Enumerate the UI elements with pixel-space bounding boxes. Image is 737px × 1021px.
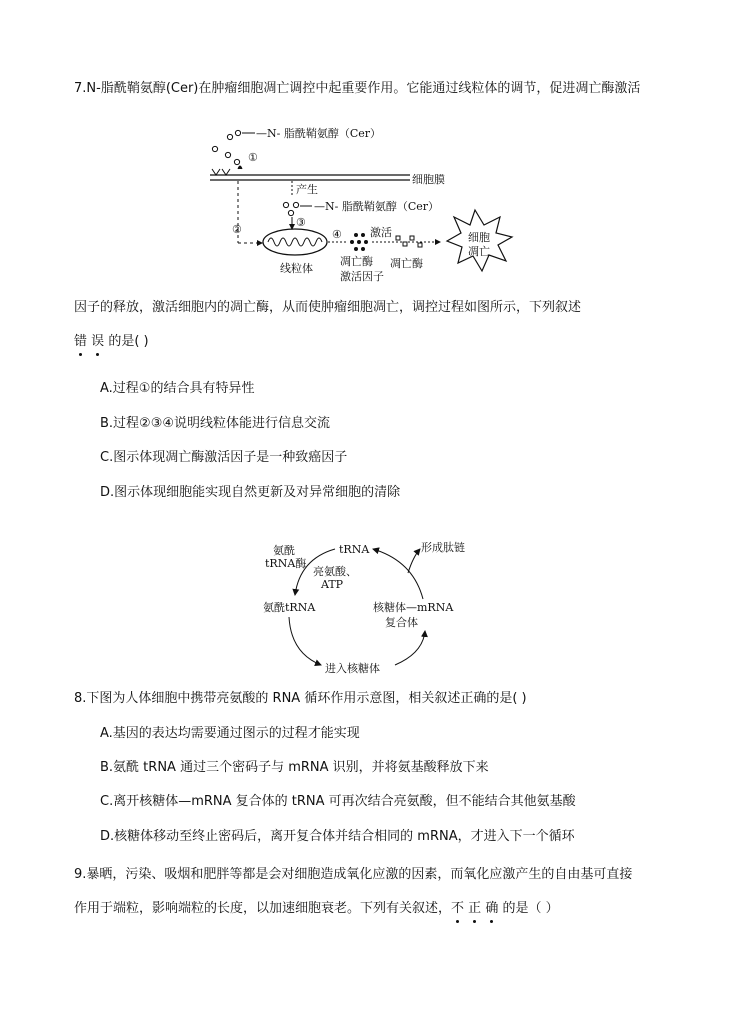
- q8-trna-cycle-diagram: [255, 535, 505, 685]
- apoptase-label: 凋亡酶: [340, 255, 373, 268]
- enter-ribosome-label: 进入核糖体: [325, 662, 380, 675]
- q7-option-d: D.图示体现细胞能实现自然更新及对异常细胞的清除: [100, 485, 401, 500]
- produce-label: 产生: [296, 183, 318, 196]
- aminoacyl-trna-label: 氨酰tRNA: [263, 601, 316, 614]
- peptide-label: 形成肽链: [421, 541, 465, 554]
- activator-dots: [350, 233, 368, 251]
- q7-emph-1: 错: [74, 334, 88, 349]
- cer-label-mid: —N- 脂酰鞘氨醇（Cer）: [314, 200, 440, 213]
- q7-emph-2: 误: [91, 334, 105, 349]
- receptor-icons: [212, 169, 230, 175]
- apoptase2-label: 凋亡酶: [390, 257, 423, 270]
- q8-option-b: B.氨酰 tRNA 通过三个密码子与 mRNA 识别，并将氨基酸释放下来: [100, 760, 489, 775]
- q9-emph-1: 不: [451, 901, 465, 916]
- activator-label: 激活因子: [340, 270, 384, 283]
- apoptosis-label-1: 细胞: [468, 231, 490, 244]
- step1-label: ①: [248, 151, 258, 164]
- cer-molecules-top: [212, 130, 240, 164]
- membrane-label: 细胞膜: [412, 173, 445, 186]
- q7-stem-line2: 因子的释放，激活细胞内的凋亡酶，从而使肿瘤细胞凋亡，调控过程如图所示，下列叙述: [74, 300, 582, 315]
- q9-stem-line1: 9.暴晒，污染、吸烟和肥胖等都是会对细胞造成氧化应激的因素，而氧化应激产生的自由基可直接: [74, 867, 633, 882]
- activate-label: 激活: [370, 226, 392, 239]
- q9-emph-3: 确: [485, 901, 499, 916]
- step2-label: ②: [232, 223, 242, 236]
- trna-label: tRNA: [339, 543, 370, 556]
- q7-option-b: B.过程②③④说明线粒体能进行信息交流: [100, 416, 331, 431]
- q7-stem-line3: [74, 333, 149, 351]
- q8-option-a: A.基因的表达均需要通过图示的过程才能实现: [100, 726, 360, 741]
- q9-stem-line2: [74, 900, 559, 918]
- step3-label: ③: [296, 216, 306, 229]
- q9-emph-2: 正: [468, 901, 482, 916]
- q9-stem-line2-pre: 作用于端粒，影响端粒的长度，以加速细胞衰老。下列有关叙述，: [74, 901, 452, 916]
- complex-label-2: 复合体: [385, 616, 418, 629]
- complex-label-1: 核糖体—mRNA: [373, 601, 454, 614]
- step4-label: ④: [332, 228, 342, 241]
- mitochondrion-icon: [263, 229, 327, 255]
- q8-stem: 8.下图为人体细胞中携带亮氨酸的 RNA 循环作用示意图，相关叙述正确的是( ): [74, 691, 527, 706]
- cer-label-top: —N- 脂酰鞘氨醇（Cer）: [256, 127, 382, 140]
- mito-label: 线粒体: [280, 262, 313, 275]
- q7-option-a: A.过程①的结合具有特异性: [100, 381, 255, 396]
- apoptosis-label-2: 凋亡: [468, 245, 490, 258]
- q7-stem-line1: 7.N-脂酰鞘氨醇(Cer)在肿瘤细胞凋亡调控中起重要作用。它能通过线粒体的调节，促进凋亡酶激活: [74, 81, 641, 96]
- substrate-label-1: 亮氨酸、: [313, 565, 357, 578]
- q7-apoptosis-diagram: [200, 125, 520, 290]
- substrate-label-2: ATP: [321, 578, 344, 591]
- q9-stem-line2-post: 的是（ ）: [502, 901, 559, 916]
- q8-option-c: C.离开核糖体—mRNA 复合体的 tRNA 可再次结合亮氨酸，但不能结合其他氨基酸: [100, 794, 576, 809]
- q7-stem-line3-post: 的是( ): [108, 334, 149, 349]
- enzyme-label-2: tRNA酶: [265, 557, 307, 570]
- enzyme-label-1: 氨酰: [273, 544, 295, 557]
- q7-option-c: C.图示体现凋亡酶激活因子是一种致癌因子: [100, 450, 348, 465]
- q8-option-d: D.核糖体移动至终止密码后，离开复合体并结合相同的 mRNA，才进入下一个循环: [100, 829, 575, 844]
